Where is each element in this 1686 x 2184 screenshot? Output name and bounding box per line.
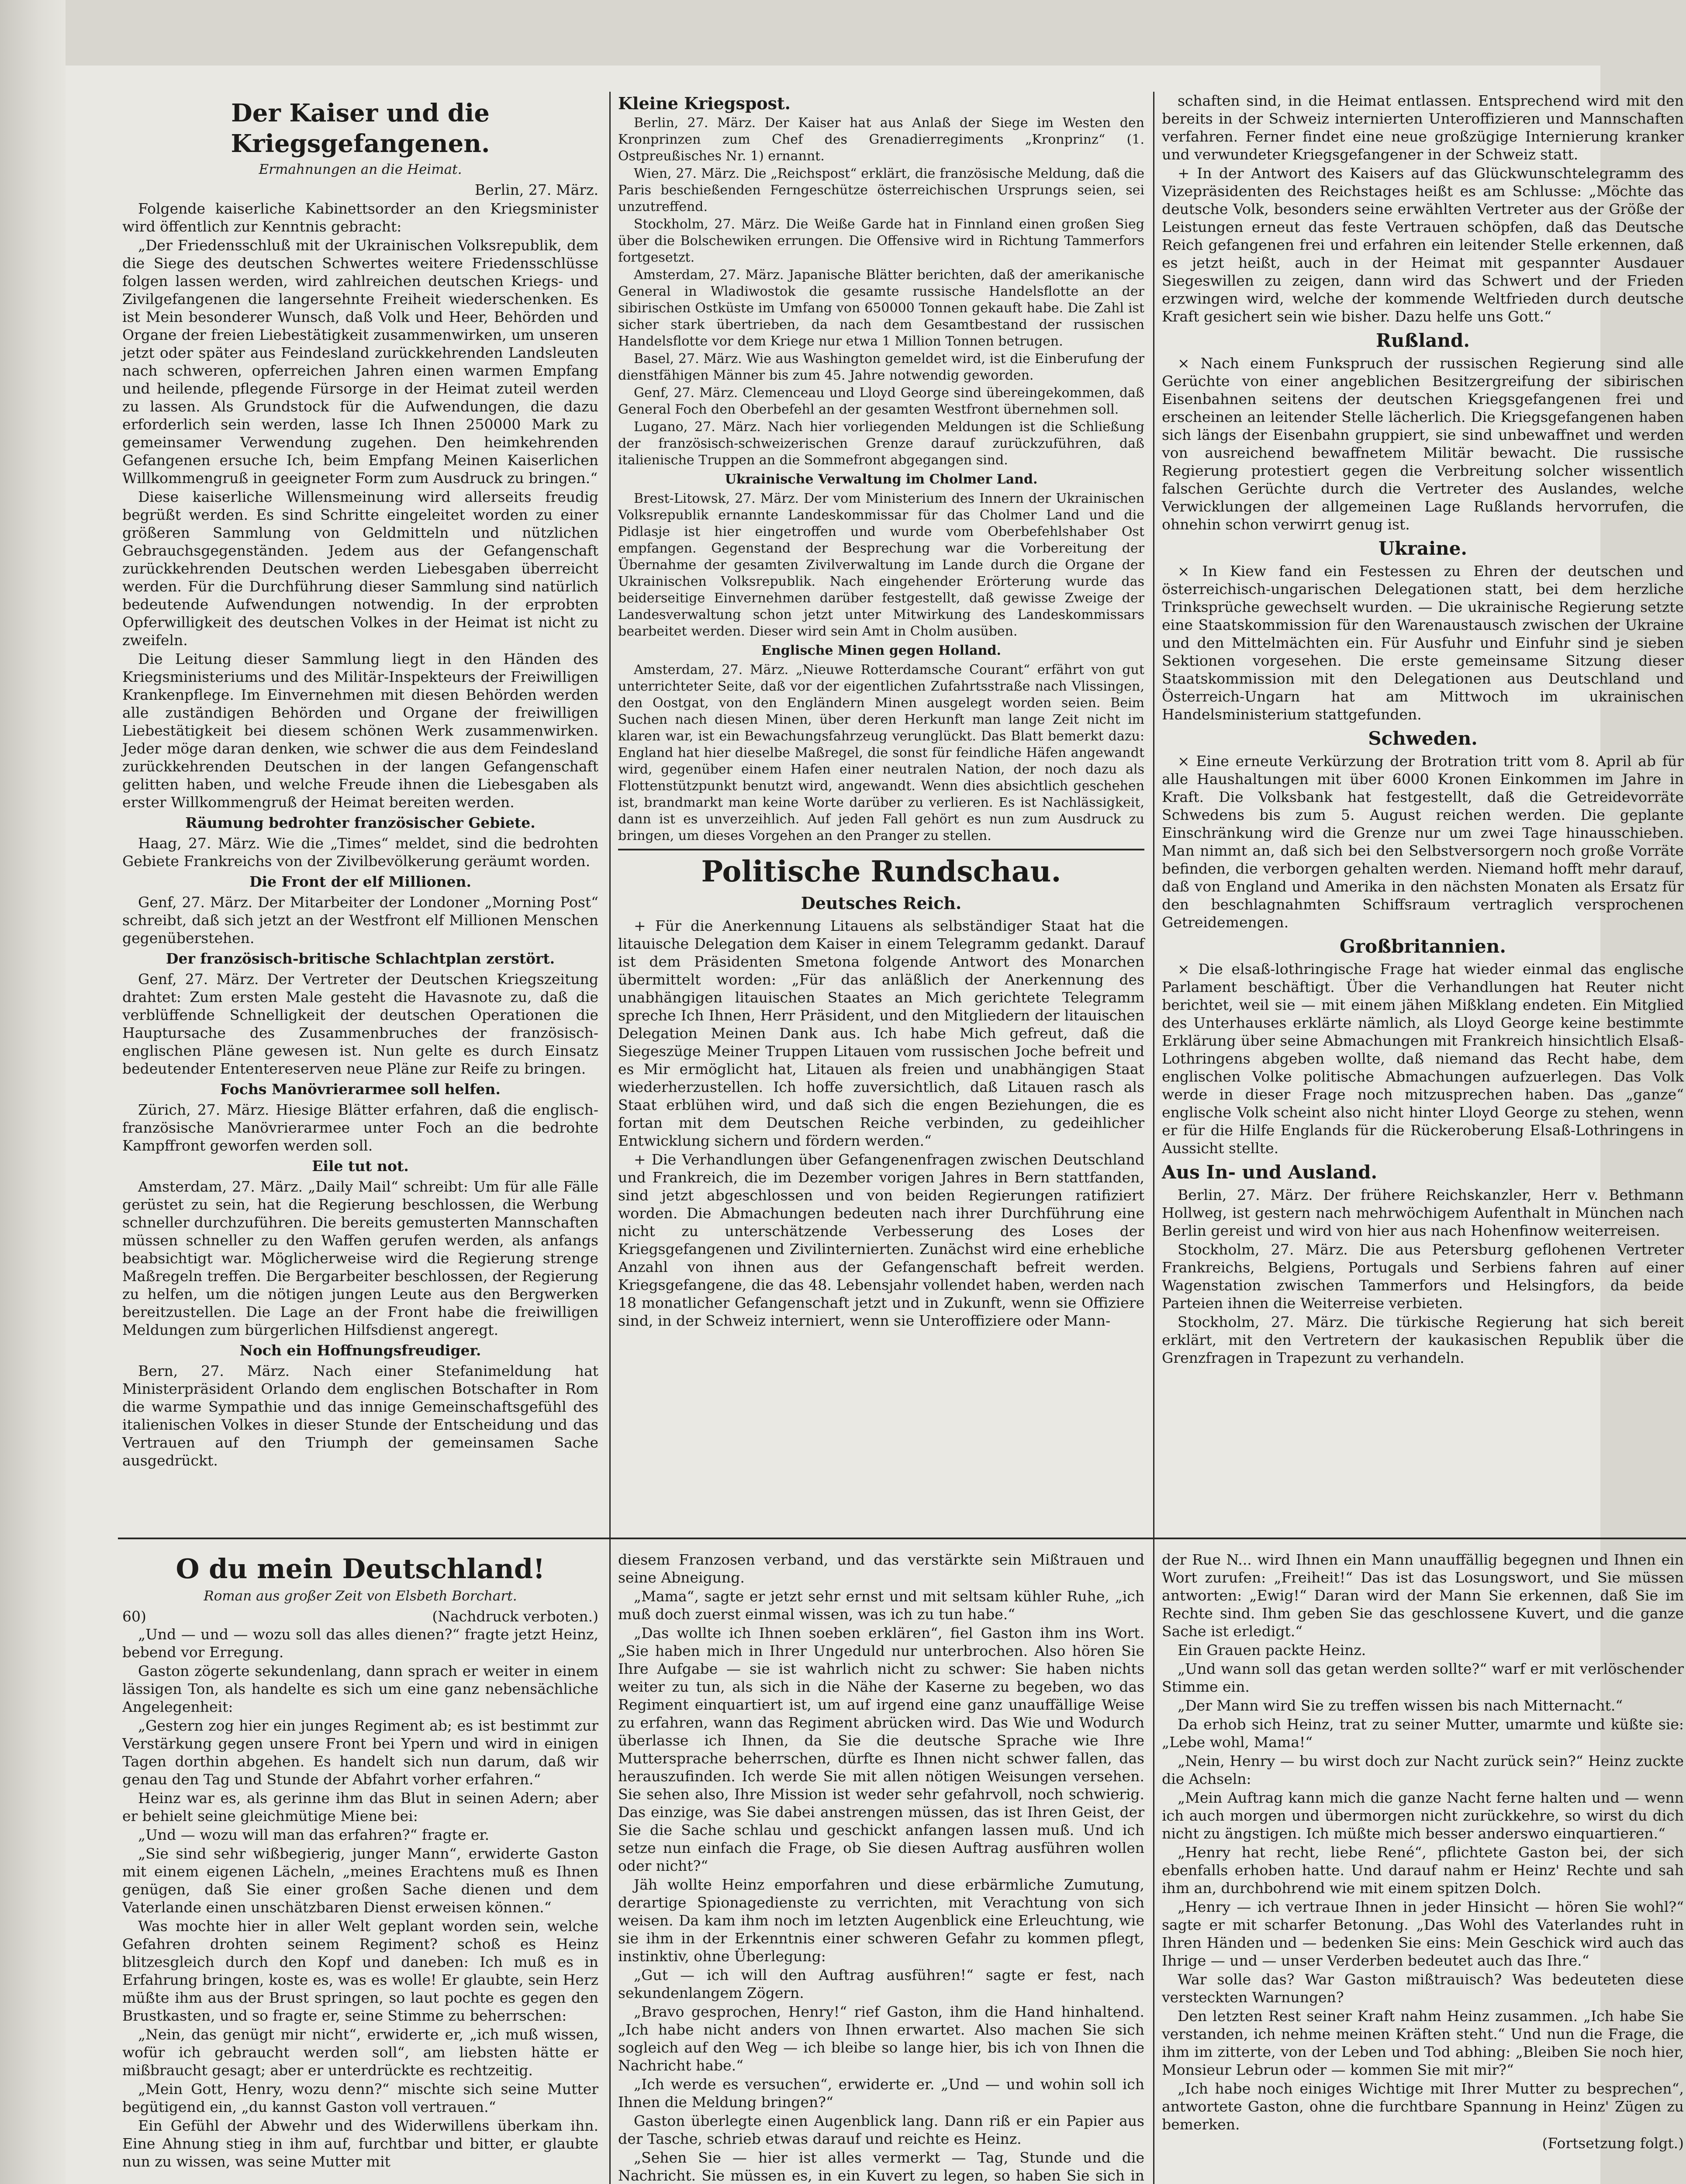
novel-column-2 xyxy=(618,1551,1144,2184)
paragraph: Amsterdam, 27. März. „Nieuwe Rotterdamsche Courant“ erfährt von gut unterrichteter Seite, daß vor der eigentlichen Zufahrtsstraße nach Vlissingen, den Oostgat, von den Engländern Minen ausgelegt worden seien. Beim Suchen nach diesen Minen, über deren Herkunft man lange Zeit nicht im klaren war, ist ein Bewachungsfahrzeug verunglückt. Das Blatt bemerkt dazu: England hat hier dieselbe Maßregel, die sonst für feindliche Häfen angewandt wird, gegenüber einem Hafen einer neutralen Nation, der noch dazu als Flottenstützpunkt benutzt wird, angewandt. Wenn dies absichtlich geschehen ist, brandmarkt man keine Worte darüber zu verlieren. Es ist Nachlässigkeit, dann ist es unverzeihlich. Auf jeden Fall gehört es nun zum Ausdruck zu bringen, um dieses Vorgehen an den Pranger zu stellen. xyxy=(618,662,1144,843)
headline: Noch ein Hoffnungsfreudiger. xyxy=(239,1342,481,1359)
section-heading: Aus In- und Ausland. xyxy=(1162,1161,1378,1183)
paragraph: + Für die Anerkennung Litauens als selbständiger Staat hat die litauische Delegation dem Kaiser in einem Telegramm gedankt. Darauf ist dem Präsidenten Smetona folgende Antwort des Monarchen übermittelt worden: „Für das anläßlich der Anerkennung des unabhängigen litauischen Staates an Mich gerichtete Telegramm spreche Ich Ihnen, Herr Präsident, und den Mitgliedern der litauischen Delegation Meinen Dank aus. Ich habe Mich gefreut, daß die Siegeszüge Meiner Truppen Litauen vom russischen Joche befreit und es Mir ermöglicht hat, Litauen als freien und unabhängigen Staat wiederherzustellen. Ich hoffe zuversichtlich, daß Litauen rasch als Staat erblühen wird, und daß sich die engen Beziehungen, die es fortan mit dem Deutschen Reiche verbinden, zu gedeihlicher Entwicklung sichern und fördern werden.“ xyxy=(618,917,1144,1149)
paragraph: Gaston überlegte einen Augenblick lang. Dann riß er ein Papier aus der Tasche, schrieb etwas darauf und reichte es Heinz. xyxy=(618,2112,1144,2147)
paragraph: Amsterdam, 27. März. „Daily Mail“ schreibt: Um für alle Fälle gerüstet zu sein, hat die Regierung beschlossen, die Werbung schneller durchzuführen. Die bereits gemusterten Mannschaften müssen schneller zu den Waffen gerufen werden, als anfangs beabsichtigt war. Möglicherweise wird die Regierung strenge Maßregeln treffen. Die Bergarbeiter beschlossen, der Regierung zu helfen, um die nötigen jungen Leute aus den Bergwerken bereitzustellen. Die Lage an der Front habe die freiwilligen Meldungen zum bürgerlichen Hilfsdienst angeregt. xyxy=(122,1178,598,1338)
paragraph: „Und — und — wozu soll das alles dienen?“ fragte jetzt Heinz, bebend vor Erregung. xyxy=(122,1626,598,1661)
paragraph: der Rue N... wird Ihnen ein Mann unauffällig begegnen und Ihnen ein Wort zurufen: „Freiheit!“ Das ist das Losungswort, und Sie müssen antworten: „Ewig!“ Daran wird der Mann Sie erkennen, daß Sie im Rechte sind. Ihm geben Sie das geschlossene Kuvert, und die ganze Sache ist erledigt.“ xyxy=(1162,1551,1684,1640)
section-title: Politische Rundschau. xyxy=(701,854,1061,888)
paragraph: + Die Verhandlungen über Gefangenenfragen zwischen Deutschland und Frankreich, die im Dezember vorigen Jahres in Bern stattfanden, sind jetzt abgeschlossen und von beiden Regierungen ratifiziert worden. Die Abmachungen bedeuten nach ihrer Durchführung eine nicht zu unterschätzende Verbesserung des Loses der Kriegsgefangenen und Zivilinternierten. Zunächst wird eine erhebliche Anzahl von ihnen aus der Gefangenschaft befreit werden. Kriegsgefangene, die das 48. Lebensjahr vollendet haben, werden nach 18 monatlicher Gefangenschaft jetzt und in Zukunft, wenn sie Offiziere sind, in der Schweiz interniert, wenn sie Unteroffiziere oder Mann- xyxy=(618,1151,1144,1329)
column-2 xyxy=(618,92,1144,1647)
paragraph: Basel, 27. März. Wie aus Washington gemeldet wird, ist die Einberufung der dienstfähigen Männer bis zum 45. Jahre notwendig geworden. xyxy=(618,351,1144,383)
novel-column-1 xyxy=(122,1551,598,2184)
column-rule xyxy=(609,1551,611,2184)
paragraph: „Ich habe noch einiges Wichtige mit Ihrer Mutter zu besprechen“, antwortete Gaston, ohne die furchtbare Spannung in Heinz' Zügen zu bemerken. xyxy=(1162,2080,1684,2133)
paragraph: Amsterdam, 27. März. Japanische Blätter berichten, daß der amerikanische General in Wladiwostok die gesamte russische Handelsflotte an der sibirischen Ostküste im Umfang von 650000 Tonnen gekauft habe. Die Zahl ist sicher stark übertrieben, da nach dem Gesamtbestand der russischen Handelsflotte vor dem Kriege nur etwa 1 Million Tonnen betrugen. xyxy=(618,267,1144,349)
paragraph: Da erhob sich Heinz, trat zu seiner Mutter, umarmte und küßte sie: „Lebe wohl, Mama!“ xyxy=(1162,1716,1684,1751)
paragraph: Lugano, 27. März. Nach hier vorliegenden Meldungen ist die Schließung der französisch-schweizerischen Grenze darauf zurückzuführen, daß italienische Truppen an die Sommefront abgegangen sind. xyxy=(618,419,1144,468)
paragraph: Stockholm, 27. März. Die aus Petersburg geflohenen Vertreter Frankreichs, Belgiens, Portugals und Serbiens fahren auf einer Wagenstation zwischen Tammerfors und Helsingfors, da beide Parteien ihnen die Weiterreise verbieten. xyxy=(1162,1241,1684,1312)
paragraph: × Eine erneute Verkürzung der Brotration tritt vom 8. April ab für alle Haushaltungen mit über 6000 Kronen Einkommen im Jahre in Kraft. Die Volksbank hat festgestellt, daß die Getreidevorräte Schwedens bis zum 5. August reichen werden. Die geplante Einschränkung wird die Grenze nur um zwei Tage hinausschieben. Man nimmt an, daß sich bei den Selbstversorgern noch große Vorräte befinden, die verborgen gehalten werden. Niemand hofft mehr darauf, daß von England und Amerika in den nächsten Monaten als Ersatz für den beschlagnahmten Schiffsraum vertraglich versprochenen Getreidemengen. xyxy=(1162,753,1684,931)
paragraph: „Sehen Sie — hier ist alles vermerkt — Tag, Stunde und die Nachricht. Sie müssen es, in ein Kuvert zu legen, so haben Sie sich in xyxy=(618,2149,1144,2184)
paragraph: Stockholm, 27. März. Die türkische Regierung hat sich bereit erklärt, mit den Vertretern der kaukasischen Republik über die Grenzfragen in Trapezunt zu verhandeln. xyxy=(1162,1313,1684,1366)
paragraph: × In Kiew fand ein Festessen zu Ehren der deutschen und österreichisch-ungarischen Delegationen statt, bei dem herzliche Trinksprüche gewechselt wurden. — Die ukrainische Regierung setzte eine Staatskommission für den Warenaustausch zwischen der Ukraine und den Mittelmächten ein. Für Ausfuhr und Einfuhr sind je sieben Sektionen vorgesehen. Die erste gemeinsame Sitzung dieser Staatskommission mit den Delegationen aus Deutschland und Österreich-Ungarn hat am Mittwoch im ukrainischen Handelsministerium stattgefunden. xyxy=(1162,563,1684,723)
section-heading: Ukraine. xyxy=(1379,538,1467,559)
paragraph: „Gut — ich will den Auftrag ausführen!“ sagte er fest, nach sekundenlangem Zögern. xyxy=(618,1966,1144,2001)
paragraph: Wien, 27. März. Die „Reichspost“ erklärt, die französische Meldung, daß die Paris beschießenden Ferngeschütze österreichischen Ursprungs seien, sei unzutreffend. xyxy=(618,166,1144,214)
installment-number: 60) xyxy=(122,1608,146,1625)
paragraph: „Henry hat recht, liebe René“, pflichtete Gaston bei, der sich ebenfalls erhoben hatte. Und darauf nahm er Heinz' Rechte und sah ihm an, durchbohrend wie mit einem spitzen Dolch. xyxy=(1162,1844,1684,1897)
paragraph: × Die elsaß-lothringische Frage hat wieder einmal das englische Parlament beschäftigt. Über die Verhandlungen hat Reuter nicht berichtet, weil sie — mit einem jähen Mißklang endeten. Ein Mitglied des Unterhauses erklärte nämlich, als Lloyd George keine bestimmte Erklärung über seine Abmachungen mit Frankreich hinsichtlich Elsaß-Lothringens abgeben wollte, daß niemand das Recht habe, dem englischen Volke politische Abmachungen aufzuerlegen. Das Volk werde in dieser Frage noch mitzusprechen haben. Das „ganze“ englische Volk scheint also nicht hinter Lloyd George zu stehen, wenn er für die Hilfe Englands für die Rückeroberung Elsaß-Lothringens in Aussicht stellte. xyxy=(1162,961,1684,1157)
paragraph: „Henry — ich vertraue Ihnen in jeder Hinsicht — hören Sie wohl?“ sagte er mit scharfer Betonung. „Das Wohl des Vaterlandes ruht in Ihren Händen und — bedenken Sie eins: Mein Geschick wird auch das Ihrige — und — unser Verderben bedeutet auch das Ihre.“ xyxy=(1162,1898,1684,1969)
article-title: Der Kaiser und die Kriegsgefangenen. xyxy=(231,99,490,158)
paragraph: Haag, 27. März. Wie die „Times“ meldet, sind die bedrohten Gebiete Frankreichs von der Zivilbevölkerung geräumt worden. xyxy=(122,835,598,870)
headline: Räumung bedrohter französischer Gebiete. xyxy=(185,814,536,831)
headline: Eile tut not. xyxy=(312,1158,409,1175)
paragraph: Genf, 27. März. Der Mitarbeiter der Londoner „Morning Post“ schreibt, daß sich jetzt an der Westfront elf Millionen Menschen gegenüberstehen. xyxy=(122,894,598,947)
paragraph: diesem Franzosen verband, und das verstärkte sein Mißtrauen und seine Abneigung. xyxy=(618,1551,1144,1586)
paragraph: Berlin, 27. März. Der Kaiser hat aus Anlaß der Siege im Westen den Kronprinzen zum Chef des Grenadierregiments „Kronprinz“ (1. Ostpreußisches Nr. 1) ernannt. xyxy=(618,115,1144,164)
paragraph: Ein Gefühl der Abwehr und des Widerwillens überkam ihn. Eine Ahnung stieg in ihm auf, furchtbar und bitter, er glaubte nun zu wissen, was seine Mutter mit xyxy=(122,2117,598,2170)
paragraph: „Und wann soll das getan werden sollte?“ warf er mit verlöschender Stimme ein. xyxy=(1162,1660,1684,1695)
headline: Die Front der elf Millionen. xyxy=(249,873,471,890)
paragraph: War solle das? War Gaston mißtrauisch? Was bedeuteten diese versteckten Warnungen? xyxy=(1162,1971,1684,2006)
paragraph: Folgende kaiserliche Kabinettsorder an den Kriegsminister wird öffentlich zur Kenntnis gebracht: xyxy=(122,200,598,235)
column-rule xyxy=(1153,1551,1154,2184)
section-rule xyxy=(618,849,1144,850)
paragraph: „Mama“, sagte er jetzt sehr ernst und mit seltsam kühler Ruhe, „ich muß doch zuerst einmal wissen, was ich zu tun habe.“ xyxy=(618,1588,1144,1623)
novel-title: O du mein Deutschland! xyxy=(176,1553,545,1585)
paragraph: Ein Grauen packte Heinz. xyxy=(1178,1641,1366,1659)
paragraph: Genf, 27. März. Clemenceau und Lloyd George sind übereingekommen, daß General Foch den Oberbefehl an der gesamten Westfront übernehmen soll. xyxy=(618,385,1144,417)
paragraph: „Und — wozu will man das erfahren?“ fragte er. xyxy=(138,1826,490,1843)
paragraph: „Nein, das genügt mir nicht“, erwiderte er, „ich muß wissen, wofür ich gebraucht werden soll“, am liebsten hätte er mißbraucht gesagt; aber er unterdrückte es rechtzeitig. xyxy=(122,2026,598,2079)
paragraph: Diese kaiserliche Willensmeinung wird allerseits freudig begrüßt werden. Es sind Schritte eingeleitet worden zu einer größeren Sammlung von Geldmitteln und nützlichen Gebrauchsgegenständen. Jedem aus der Gefangenschaft zurückkehrenden Deutschen werden Liebesgaben überreicht werden. Für die Durchführung dieser Sammlung sind natürlich bedeutende Aufwendungen notwendig. In der erprobten Opferwilligkeit des deutschen Volkes in der Heimat ist nicht zu zweifeln. xyxy=(122,488,598,649)
page-spine xyxy=(0,0,66,2184)
continuation-note: (Fortsetzung folgt.) xyxy=(1542,2135,1684,2152)
section-heading: Großbritannien. xyxy=(1340,936,1506,957)
headline: Fochs Manövrierarmee soll helfen. xyxy=(220,1081,501,1098)
paragraph: „Der Friedensschluß mit der Ukrainischen Volksrepublik, dem die Siege des deutschen Schwertes weitere Friedensschlüsse folgen lassen werden, wird zahlreichen deutschen Kriegs- und Zivilgefangenen die langersehnte Freiheit wiederschenken. Es ist Mein besonderer Wunsch, daß Volk und Heer, Behörden und Organe der freien Liebestätigkeit zusammenwirken, um unseren jetzt oder später aus Feindesland zurückkehrenden Landsleuten nach schweren, opferreichen Jahren einen warmen Empfang und heilende, pflegende Fürsorge in der Heimat zuteil werden zu lassen. Als Grundstock für die Aufwendungen, die dazu erforderlich sein werden, lasse Ich Ihnen 250000 Mark zu gemeinsamer Verwendung zugehen. Den heimkehrenden Gefangenen ersuche Ich, beim Empfang Meinen Kaiserlichen Willkommengruß in geeigneter Form zum Ausdruck zu bringen.“ xyxy=(122,237,598,487)
paragraph: Zürich, 27. März. Hiesige Blätter erfahren, daß die englisch-französische Manövrierarmee unter Foch an die bedrohte Kampffront geworfen werden soll. xyxy=(122,1101,598,1154)
section-heading: Rußland. xyxy=(1375,330,1470,351)
headline: Der französisch-britische Schlachtplan zerstört. xyxy=(166,950,555,967)
headline: Englische Minen gegen Holland. xyxy=(761,643,1001,658)
paragraph: Bern, 27. März. Nach einer Stefanimeldung hat Ministerpräsident Orlando dem englischen Botschafter in Rom die warme Sympathie und das innige Gemeinschaftsgefühl des italienischen Volkes in dieser Stunde der Entscheidung und das Vertrauen auf den Triumph der gemeinsamen Sache ausgedrückt. xyxy=(122,1362,598,1469)
column-rule xyxy=(1153,92,1154,1612)
paragraph: Genf, 27. März. Der Vertreter der Deutschen Kriegszeitung drahtet: Zum ersten Male gesteht die Havasnote zu, daß die verblüffende Schnelligkeit der deutschen Operationen die Hauptursache des Zusammenbruches der französisch-englischen Pläne gewesen ist. Nun gelte es durch Einsatz bedeutender Ententereserven neue Pläne zur Reife zu bringen. xyxy=(122,971,598,1077)
paragraph: Die Leitung dieser Sammlung liegt in den Händen des Kriegsministeriums und des Militär-Inspekteurs der Freiwilligen Krankenpflege. Im Einvernehmen mit diesen Behörden werden alle zuständigen Behörden und Organe der freiwilligen Liebestätigkeit bei diesem schönen Werk zusammenwirken. Jeder möge daran denken, wie schwer die aus dem Feindesland zurückkehrenden Deutschen in der langen Gefangenschaft gelitten haben, und welche Freude ihnen die Liebesgaben als erster Willkommengruß der Heimat bereiten werden. xyxy=(122,650,598,811)
column-rule xyxy=(609,92,611,1612)
column-3 xyxy=(1162,92,1684,1647)
paragraph: + In der Antwort des Kaisers auf das Glückwunschtelegramm des Vizepräsidenten des Reichstages heißt es am Schlusse: „Möchte das deutsche Volk, besonders seine erwählten Vertreter aus der Größe der Leistungen erneut das feste Vertrauen schöpfen, daß das Deutsche Reich gefangenen frei und erfahren ein leitender Stelle erkennen, daß es jetzt heißt, auch in der Heimat mit gespannter Ausdauer Siegeswillen zu zeigen, dann wird das Schwert und der Frieden erzwingen wird, welche der kommende Weltfrieden durch deutsche Kraft gesichert sein wie bisher. Dazu helfe uns Gott.“ xyxy=(1162,165,1684,325)
paragraph: „Gestern zog hier ein junges Regiment ab; es ist bestimmt zur Verstärkung gegen unsere Front bei Ypern und wird in einigen Tagen dorthin abgehen. Es handelt sich nun darum, daß wir genau den Tag und Stunde der Abfahrt vorher erfahren.“ xyxy=(122,1717,598,1788)
paragraph: „Ich werde es versuchen“, erwiderte er. „Und — und wohin soll ich Ihnen die Meldung bringen?“ xyxy=(618,2076,1144,2111)
paragraph: „Sie sind sehr wißbegierig, junger Mann“, erwiderte Gaston mit einem eigenen Lächeln, „meines Erachtens muß es Ihnen genügen, daß Sie einer großen Sache dienen und dem Vaterlande einen unschätzbaren Dienst erweisen können.“ xyxy=(122,1845,598,1916)
paragraph: „Mein Auftrag kann mich die ganze Nacht ferne halten und — wenn ich auch morgen und übermorgen nicht zurückkehre, so wirst du dich nicht zu ängstigen. Ich müßte mich besser anderswo einquartieren.“ xyxy=(1162,1789,1684,1842)
section-subtitle: Deutsches Reich. xyxy=(801,893,962,913)
novel-column-3 xyxy=(1162,1551,1684,2184)
paragraph: „Das wollte ich Ihnen soeben erklären“, fiel Gaston ihm ins Wort. „Sie haben mich in Ihrer Ungeduld nur unterbrochen. Also hören Sie Ihre Aufgabe — sie ist wahrlich nicht zu schwer: Sie haben nichts weiter zu tun, als sich in die Nähe der Kaserne zu begeben, wo das Regiment einquartiert ist, um auf irgend eine ganz unauffällige Weise zu erfahren, wann das Regiment abrücken wird. Das Wie und Wodurch überlasse ich Ihnen, da Sie die deutsche Sprache wie Ihre Muttersprache beherrschen, dürfte es Ihnen nicht schwer fallen, das herauszufinden. Ich werde Sie mit allen nötigen Weisungen versehen. Sie sehen also, Ihre Mission ist weder sehr gefahrvoll, noch schwierig. Das einzige, was Sie dabei anstrengen müssen, das ist Ihren Geist, der Sie die Sache schlau und geschickt anfangen lassen muß. Und ich setze nun einfach die Frage, ob Sie diesen Auftrag ausführen wollen oder nicht?“ xyxy=(618,1624,1144,1874)
paragraph: schaften sind, in die Heimat entlassen. Entsprechend wird mit den bereits in der Schweiz internierten Unteroffizieren und Mannschaften verfahren. Ferner findet eine neue großzügige Internierung kranker und verwundeter Kriegsgefangener in der Schweiz statt. xyxy=(1162,92,1684,163)
paragraph: Jäh wollte Heinz emporfahren und diese erbärmliche Zumutung, derartige Spionagedienste zu verrichten, mit Verachtung von sich weisen. Da kam ihm noch im letzten Augenblick eine Erleuchtung, wie sie ihm in der Erkenntnis einer schweren Gefahr zu kommen pflegt, instinktiv, ohne Überlegung: xyxy=(618,1876,1144,1965)
paragraph: „Bravo gesprochen, Henry!“ rief Gaston, ihm die Hand hinhaltend. „Ich habe nicht anders von Ihnen erwartet. Also machen Sie sich sogleich auf den Weg — ich bleibe so lange hier, bis ich von Ihnen die Nachricht habe.“ xyxy=(618,2003,1144,2074)
paragraph: × Nach einem Funkspruch der russischen Regierung sind alle Gerüchte von einer angeblichen Besitzergreifung der sibirischen Eisenbahnen seitens der deutschen Kriegsgefangenen frei und erscheinen an leitender Stelle lächerlich. Die Kriegsgefangenen haben sich längs der Eisenbahn gruppiert, sie sind unbewaffnet und werden von ausreichend bewaffnetem Militär bewacht. Die russische Regierung protestiert gegen die Verbreitung solcher wissentlich falschen Gerüchte durch die Vertreter des Auslandes, welche Verwicklungen der allgemeinen Lage Rußlands hervorrufen, die ohnehin schon verwirrt genug ist. xyxy=(1162,355,1684,533)
section-title: Kleine Kriegspost. xyxy=(618,93,791,113)
paragraph: „Nein, Henry — bu wirst doch zur Nacht zurück sein?“ Heinz zuckte die Achseln: xyxy=(1162,1752,1684,1787)
column-1 xyxy=(122,96,598,1651)
paragraph: Brest-Litowsk, 27. März. Der vom Ministerium des Innern der Ukrainischen Volksrepublik ernannte Landeskommissar für das Cholmer Land und die Pidlasje ist hier eingetroffen und wurde vom Oberbefehlshaber Ost empfangen. Gegenstand der Besprechung war die Vorbereitung der Übernahme der gesamten Zivilverwaltung im Lande durch die Organe der Ukrainischen Volksrepublik. Nach eingehender Erörterung wurde das beiderseitige Einvernehmen darüber festgestellt, daß gewisse Zweige der Landesverwaltung schon jetzt unter Mitwirkung des Landeskommissars bearbeitet werden. Dieser wird sein Amt in Cholm ausüben. xyxy=(618,491,1144,639)
paragraph: Was mochte hier in aller Welt geplant worden sein, welche Gefahren drohten seinem Regiment? schoß es Heinz blitzesgleich durch den Kopf und daneben: Ich muß es in Erfahrung bringen, koste es, was es wolle! Er glaubte, sein Herz müßte ihm aus der Brust springen, so laut pochte es gegen den Brustkasten, und so fragte er, seine Stimme zu beherrschen: xyxy=(122,1918,598,2024)
headline: Ukrainische Verwaltung im Cholmer Land. xyxy=(725,472,1038,487)
paragraph: Den letzten Rest seiner Kraft nahm Heinz zusammen. „Ich habe Sie verstanden, ich nehme meinen Kräften steht.“ Und nun die Frage, die ihm im zitterte, von der Leben und Tod abhing: „Bleiben Sie noch hier, Monsieur Lebrun oder — kommen Sie mit mir?“ xyxy=(1162,2008,1684,2078)
novel-subtitle: Roman aus großer Zeit von Elsbeth Borchart. xyxy=(204,1588,517,1604)
paragraph: „Der Mann wird Sie zu treffen wissen bis nach Mitternacht.“ xyxy=(1178,1697,1623,1714)
reprint-note: (Nachdruck verboten.) xyxy=(432,1608,598,1625)
section-heading: Schweden. xyxy=(1368,728,1478,749)
paragraph: Berlin, 27. März. Der frühere Reichskanzler, Herr v. Bethmann Hollweg, ist gestern nach mehrwöchigem Aufenthalt in München nach Berlin gereist und wird von hier aus nach Hohenfinow weiterreisen. xyxy=(1162,1186,1684,1239)
paragraph: „Mein Gott, Henry, wozu denn?“ mischte sich seine Mutter begütigend ein, „du kannst Gaston voll vertrauen.“ xyxy=(122,2080,598,2115)
dateline: Berlin, 27. März. xyxy=(475,181,598,198)
paragraph: Heinz war es, als gerinne ihm das Blut in seinen Adern; aber er behielt seine gleichmütige Miene bei: xyxy=(122,1790,598,1825)
feuilleton-rule xyxy=(118,1538,1686,1539)
paragraph: Stockholm, 27. März. Die Weiße Garde hat in Finnland einen großen Sieg über die Bolschewiken errungen. Die Offensive wird in Richtung Tammerfors fortgesetzt. xyxy=(618,217,1144,265)
article-subtitle: Ermahnungen an die Heimat. xyxy=(259,162,462,177)
newspaper-page xyxy=(66,66,1684,2184)
paragraph: Gaston zögerte sekundenlang, dann sprach er weiter in einem lässigen Ton, als handelte es sich um eine ganz nebensächliche Angelegenheit: xyxy=(122,1662,598,1715)
